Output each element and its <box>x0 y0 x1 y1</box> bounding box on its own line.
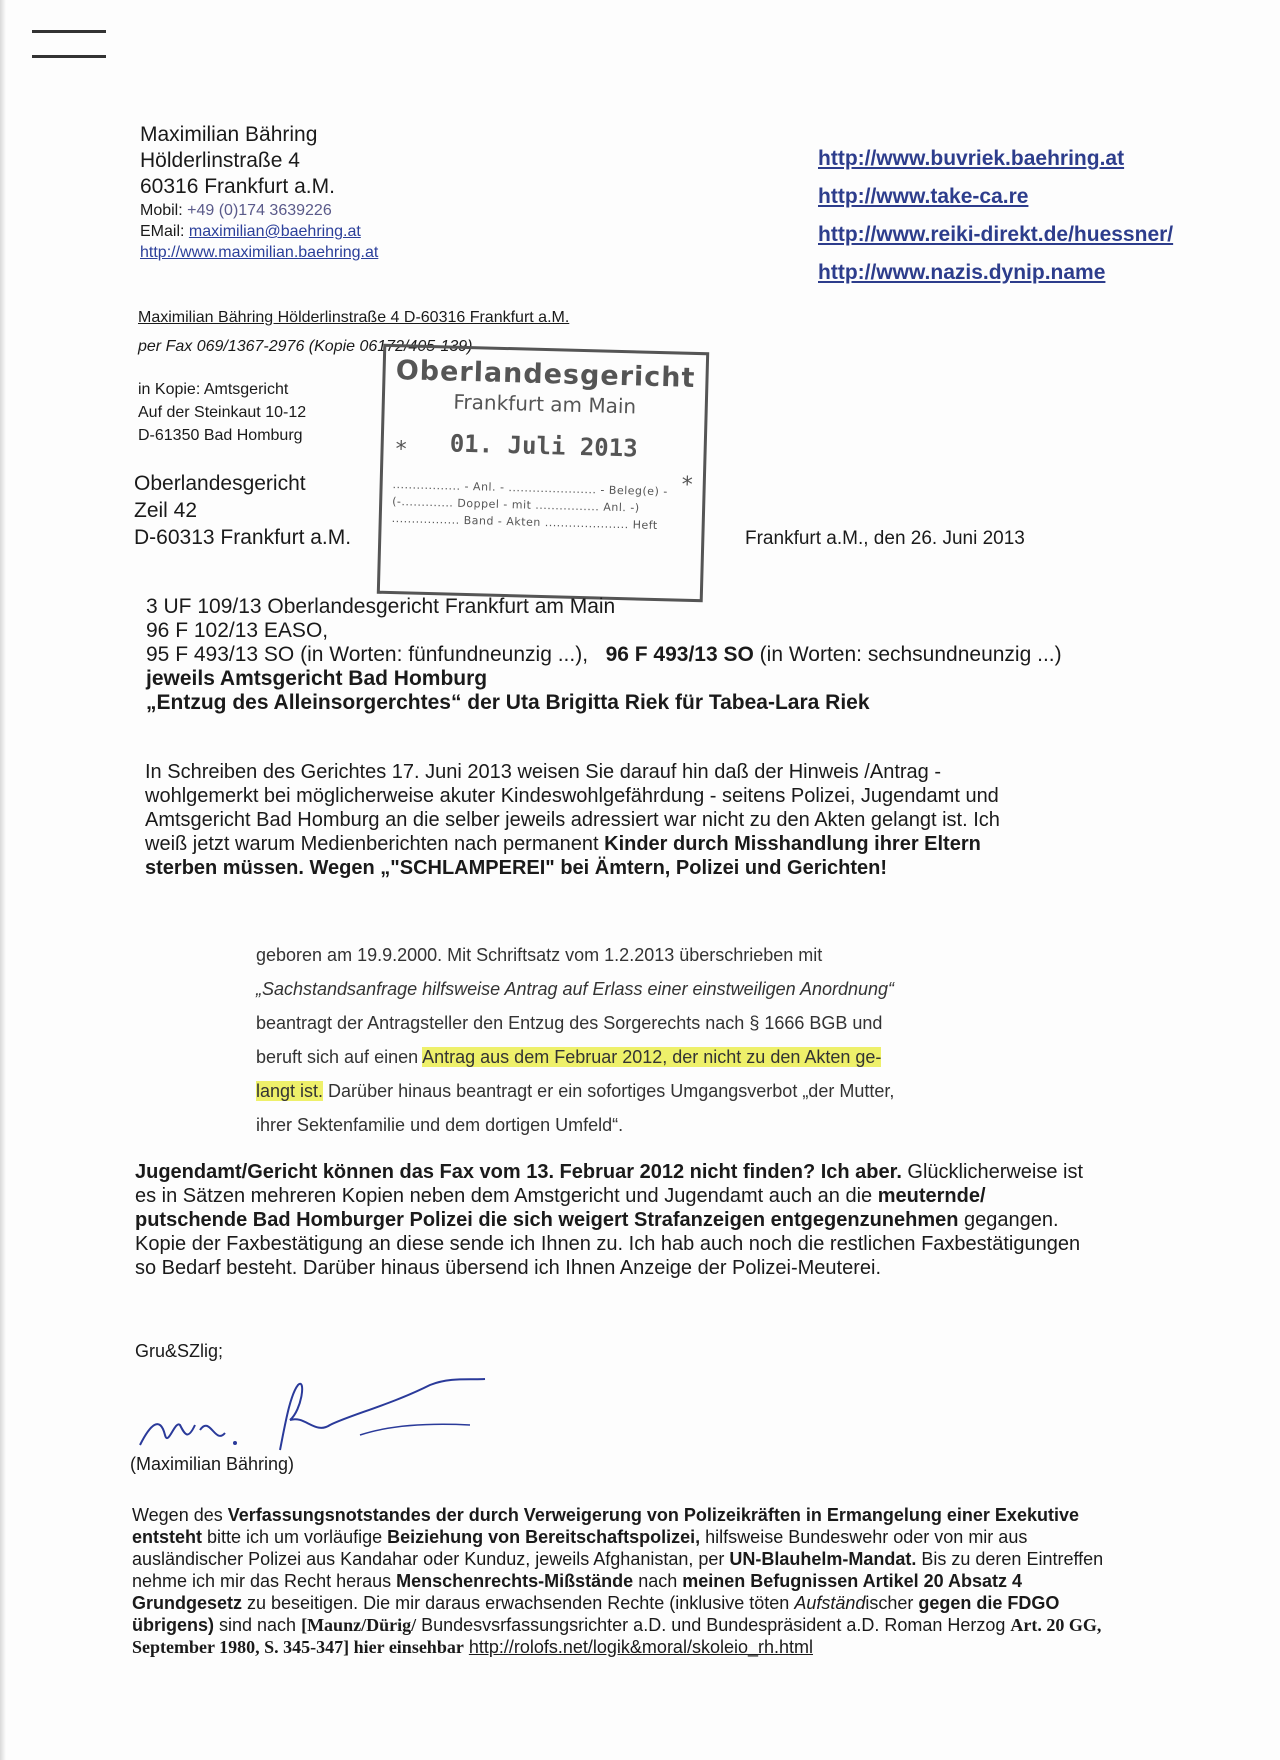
copy-recipient <box>138 378 306 447</box>
paragraph-text: Glücklicherweise ist es in Sätzen mehreren Kopien neben dem Amstgericht und Jugendamt auch an die <box>135 1161 1084 1207</box>
mobile-number: +49 (0)174 3639226 <box>187 202 332 219</box>
quote-line: ihrer Sektenfamilie und dem dortigen Umfeld“. <box>256 1115 624 1135</box>
paragraph-text: nach <box>633 1571 683 1591</box>
sender-email-row <box>140 221 378 242</box>
reference-line: 96 F 102/13 EASO, <box>146 619 329 642</box>
signer-name: (Maximilian Bähring) <box>130 1454 295 1474</box>
reference-part: (in Worten: sechsundneunzig ...) <box>759 643 1062 666</box>
website-link[interactable]: http://www.maximilian.baehring.at <box>140 244 379 261</box>
paragraph-bold: Verfassungsnotstandes der durch Verweigerung von Polizeikräften in Ermangelung einer Exekutive entsteht <box>132 1505 1079 1547</box>
received-stamp <box>377 344 709 602</box>
greeting: Gru&SZlig; <box>135 1341 224 1361</box>
paragraph-bold: meuternde/ putschende Bad Homburger Polizei die sich weigert Strafanzeigen entgegenzunehmen <box>135 1185 986 1231</box>
paragraph-text: Bis zu deren Eintreffen nehme ich mir das Recht heraus <box>132 1549 1104 1591</box>
paragraph-bold: meinen Befugnissen Artikel 20 Absatz 4 Grundgesetz <box>132 1571 1023 1613</box>
quote-line: „Sachstandsanfrage hilfsweise Antrag auf Erlass einer einstweiligen Anordnung“ <box>256 979 895 999</box>
paragraph-1 <box>145 760 1045 880</box>
copy-line: in Kopie: Amtsgericht <box>138 381 289 398</box>
paragraph-bold: gegen die FDGO übrigens) <box>132 1593 1060 1635</box>
reference-line <box>146 643 1062 667</box>
paragraph-bold: Kinder durch Misshandlung ihrer Eltern sterben müssen. Wegen „"SCHLAMPEREI" bei Ämtern, Polizei und Gerichten! <box>145 833 981 879</box>
paragraph-text: gegangen. Kopie der Faxbestätigung an diese sende ich Ihnen zu. Ich hab auch noch die restlichen Faxbestätigungen so Bedarf besteht. Darüber hinaus übersend ich Ihnen Anzeige der Polizei-Meuterei. <box>135 1209 1081 1279</box>
paragraph-2 <box>135 1160 1095 1280</box>
reference-part: 95 F 493/13 SO (in Worten: fünfundneunzig ...), <box>146 643 589 666</box>
corner-marks <box>32 30 112 80</box>
quote-line: beantragt der Antragsteller den Entzug des Sorgerechts nach § 1666 BGB und <box>256 1013 883 1033</box>
letter-date: Frankfurt a.M., den 26. Juni 2013 <box>745 528 1025 549</box>
stamp-star: * <box>395 437 407 463</box>
paragraph-bold: UN-Blauhelm-Mandat. <box>729 1549 917 1569</box>
fax-line: per Fax 069/1367-2976 (Kopie 06172/405-139) <box>138 338 473 355</box>
paragraph-3 <box>132 1504 1132 1658</box>
recipient-line: D-60313 Frankfurt a.M. <box>134 526 352 549</box>
stamp-date: 01. Juli 2013 <box>449 429 638 463</box>
scan-edge <box>0 0 6 1760</box>
quote-line: geboren am 19.9.2000. Mit Schriftsatz vom 1.2.2013 überschrieben mit <box>256 945 823 965</box>
paragraph-italic: Aufständ <box>794 1593 866 1613</box>
mobile-label: Mobil: <box>140 202 183 219</box>
stamp-star: * <box>681 472 694 498</box>
stamp-row: (-............. Doppel - mit ................ Anl. -) <box>392 495 640 515</box>
paragraph-bold: Beiziehung von Bereitschaftspolizei, <box>387 1527 701 1547</box>
recipient-line: Oberlandesgericht <box>134 472 306 495</box>
paragraph-bold: Jugendamt/Gericht können das Fax vom 13. Februar 2012 nicht finden? Ich aber. <box>135 1161 902 1183</box>
link-buvriek[interactable]: http://www.buvriek.baehring.at <box>818 147 1125 170</box>
stamp-city: Frankfurt am Main <box>453 389 637 419</box>
corner-mark <box>32 55 106 58</box>
paragraph-serif: [Maunz/Dürig/ <box>301 1615 417 1635</box>
stamp-row: ................. Band - Akten ..................... Heft <box>391 512 658 533</box>
return-address: Maximilian Bähring Hölderlinstraße 4 D-60316 Frankfurt a.M. <box>138 309 570 326</box>
stamp-row: ................. - Anl. - ...................... - Beleg(e) - <box>392 478 668 499</box>
links-block <box>818 140 1173 292</box>
email-link[interactable]: maximilian@baehring.at <box>188 223 361 240</box>
stamp-court: Oberlandesgericht <box>395 355 696 394</box>
copy-line: Auf der Steinkaut 10-12 <box>138 404 307 421</box>
handwritten-signature <box>130 1365 490 1460</box>
sender-street: Hölderlinstraße 4 <box>140 149 300 172</box>
sender-city: 60316 Frankfurt a.M. <box>140 175 335 198</box>
recipient-line: Zeil 42 <box>134 499 198 522</box>
paragraph-text: zu beseitigen. Die mir daraus erwachsenden Rechte (inklusive töten <box>242 1593 795 1613</box>
reference-block <box>146 595 1062 715</box>
quote-line <box>256 1074 1016 1108</box>
paragraph-text: Bundesvsrfassungsrichter a.D. und Bundespräsident a.D. Roman Herzog <box>416 1615 1011 1635</box>
highlighted-text: Antrag aus dem Februar 2012, der nicht zu den Akten ge- <box>422 1047 882 1067</box>
subject-line: „Entzug des Alleinsorgerchtes“ der Uta Brigitta Riek für Tabea-Lara Riek <box>146 691 870 714</box>
quoted-excerpt <box>256 938 1016 1142</box>
recipient-address <box>134 470 351 551</box>
paragraph-text: hilfsweise Bundeswehr oder von mir aus ausländischer Polizei aus Kandahar oder Kunduz, jeweils Afghanistan, per <box>132 1527 1028 1569</box>
sender-name: Maximilian Bähring <box>140 123 318 146</box>
email-label: EMail: <box>140 223 185 240</box>
paragraph-text: In Schreiben des Gerichtes 17. Juni 2013 weisen Sie darauf hin daß der Hinweis /Antrag - wohlgemerkt bei möglicherweise akuter Kindeswohlgefährdung - seitens Polizei, Jugendamt und Amtsgericht Bad Homburg an die selber jeweils adressiert war nicht zu den Akten gelangt ist. Ich weiß jetzt warum Medienberichten nach permanent <box>145 761 1000 855</box>
quote-line <box>256 1040 1016 1074</box>
reference-line: jeweils Amtsgericht Bad Homburg <box>146 667 488 690</box>
paragraph-text: sind nach <box>214 1615 302 1635</box>
paragraph-text: ischer <box>865 1593 919 1613</box>
sender-mobile-row <box>140 200 378 221</box>
paragraph-text: Wegen des <box>132 1505 228 1525</box>
paragraph-bold: Menschenrechts-Mißstände <box>396 1571 634 1591</box>
paragraph-serif: Art. 20 GG, September 1980, S. 345-347] hier einsehbar <box>132 1615 1102 1657</box>
highlighted-text: langt ist. <box>256 1081 324 1101</box>
copy-line: D-61350 Bad Homburg <box>138 427 303 444</box>
quote-text: beruft sich auf einen <box>256 1047 423 1067</box>
sender-block <box>140 122 378 263</box>
link-take-care[interactable]: http://www.take-ca.re <box>818 185 1029 208</box>
reference-line: 3 UF 109/13 Oberlandesgericht Frankfurt am Main <box>146 595 616 618</box>
reference-part-bold: 96 F 493/13 SO <box>605 643 754 666</box>
corner-mark <box>32 30 106 33</box>
link-reiki[interactable]: http://www.reiki-direkt.de/huessner/ <box>818 223 1174 246</box>
link-nazis[interactable]: http://www.nazis.dynip.name <box>818 261 1106 284</box>
quote-text: Darüber hinaus beantragt er ein sofortiges Umgangsverbot „der Mutter, <box>323 1081 895 1101</box>
paragraph-text: bitte ich um vorläufige <box>202 1527 388 1547</box>
source-link[interactable]: http://rolofs.net/logik&moral/skoleio_rh.html <box>468 1637 813 1657</box>
